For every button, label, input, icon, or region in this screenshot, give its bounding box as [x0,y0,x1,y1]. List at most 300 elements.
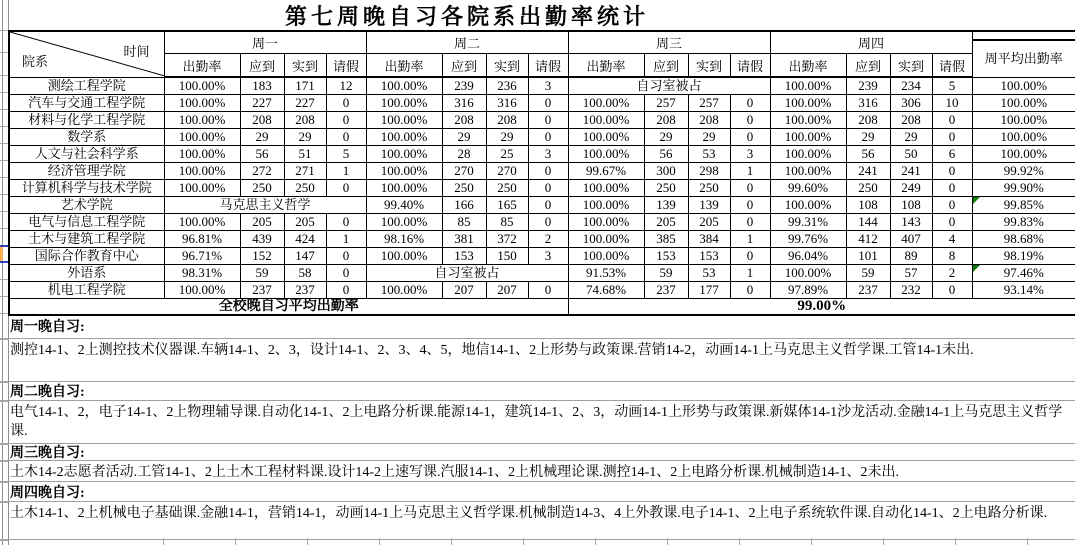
rate-cell[interactable]: 96.04% [770,248,846,265]
rate-cell[interactable]: 100.00% [770,129,846,146]
leave-cell[interactable]: 2 [932,265,972,282]
sub-header-due[interactable]: 应到 [240,54,284,78]
week-avg-cell-with-comment-indicator-icon[interactable]: 99.85% [972,197,1075,214]
actual-cell[interactable]: 29 [688,129,730,146]
rate-cell[interactable]: 100.00% [770,95,846,112]
due-cell[interactable]: 205 [644,214,688,231]
due-cell[interactable]: 29 [442,129,486,146]
day-header-tue[interactable]: 周二 [366,31,568,54]
due-cell[interactable]: 144 [846,214,890,231]
due-cell[interactable]: 108 [846,197,890,214]
strip-gridline [0,177,8,178]
due-cell[interactable]: 272 [240,163,284,180]
leave-cell[interactable]: 0 [730,248,770,265]
due-cell[interactable]: 237 [644,282,688,299]
due-cell[interactable]: 316 [442,95,486,112]
due-cell[interactable]: 316 [846,95,890,112]
due-cell[interactable]: 85 [442,214,486,231]
actual-cell[interactable]: 250 [486,180,528,197]
actual-cell[interactable]: 316 [486,95,528,112]
rate-cell[interactable]: 100.00% [770,146,846,163]
dept-cell[interactable]: 人文与社会科学系 [9,146,164,163]
due-cell[interactable]: 208 [240,112,284,129]
actual-cell[interactable]: 298 [688,163,730,180]
leave-cell[interactable]: 8 [932,248,972,265]
actual-cell[interactable]: 57 [890,265,932,282]
table-row [9,282,1075,299]
week-avg-cell[interactable]: 98.68% [972,231,1075,248]
leave-cell[interactable]: 1 [730,265,770,282]
due-cell[interactable]: 250 [846,180,890,197]
leave-cell[interactable]: 0 [730,95,770,112]
due-cell[interactable]: 183 [240,77,284,95]
actual-cell[interactable]: 270 [486,163,528,180]
page-title: 第七周晚自习各院系出勤率统计 [284,3,649,29]
note-text-mon[interactable]: 测控14-1、2上测控技术仪器课.车辆14-1、2、3，设计14-1、2、3、4、5，地信14-1、2上形势与政策课.营销14-2，动画14-1上马克思主义哲学课.工管14-1未出. [0,339,1075,382]
day-header-wed[interactable]: 周三 [568,31,770,54]
rate-cell[interactable]: 100.00% [164,95,240,112]
column-gridline-tick [811,538,812,545]
strip-gridline [0,160,8,161]
due-cell[interactable]: 152 [240,248,284,265]
leave-cell[interactable]: 5 [326,146,366,163]
merged-note-cell[interactable]: 马克思主义哲学 [164,197,366,214]
strip-gridline [0,228,8,229]
leave-cell[interactable]: 0 [932,129,972,146]
actual-cell[interactable]: 58 [284,265,326,282]
actual-cell[interactable]: 271 [284,163,326,180]
week-avg-cell[interactable]: 99.92% [972,163,1075,180]
column-gridline-tick [523,538,524,545]
actual-cell[interactable]: 29 [890,129,932,146]
leave-cell[interactable]: 5 [932,77,972,95]
leave-cell[interactable]: 0 [528,214,568,231]
rate-cell[interactable]: 100.00% [568,146,644,163]
leave-cell[interactable]: 3 [528,77,568,95]
week-avg-cell[interactable]: 99.83% [972,214,1075,231]
strip-gridline [0,279,8,280]
week-avg-cell[interactable]: 100.00% [972,146,1075,163]
leave-cell[interactable]: 10 [932,95,972,112]
actual-cell[interactable]: 237 [284,282,326,299]
actual-cell[interactable]: 205 [284,214,326,231]
leave-cell[interactable]: 4 [932,231,972,248]
sub-header-due[interactable]: 应到 [644,54,688,78]
due-cell[interactable]: 257 [644,95,688,112]
week-avg-cell[interactable]: 98.19% [972,248,1075,265]
rate-cell[interactable]: 100.00% [164,214,240,231]
attendance-table [8,30,1075,316]
leave-cell[interactable]: 0 [528,112,568,129]
rate-cell[interactable]: 100.00% [164,112,240,129]
rate-cell[interactable]: 100.00% [366,95,442,112]
actual-cell[interactable]: 177 [688,282,730,299]
rate-cell[interactable]: 100.00% [770,265,846,282]
rate-cell[interactable]: 100.00% [164,180,240,197]
rate-cell[interactable]: 99.60% [770,180,846,197]
actual-cell[interactable]: 51 [284,146,326,163]
leave-cell[interactable]: 0 [528,180,568,197]
rate-cell[interactable]: 100.00% [366,214,442,231]
strip-gridline [0,194,8,195]
leave-cell[interactable]: 0 [528,129,568,146]
rate-cell[interactable]: 74.68% [568,282,644,299]
table-row [9,95,1075,112]
dept-cell[interactable]: 艺术学院 [9,197,164,214]
selection-orange-bar [0,247,3,261]
actual-cell[interactable]: 208 [486,112,528,129]
due-cell[interactable]: 270 [442,163,486,180]
leave-cell[interactable]: 0 [326,112,366,129]
strip-gridline [0,52,8,53]
column-gridline-tick [955,538,956,545]
rate-cell[interactable]: 100.00% [568,214,644,231]
week-avg-header[interactable]: 周平均出勤率 [972,31,1075,77]
leave-cell[interactable]: 0 [730,214,770,231]
actual-cell[interactable]: 250 [688,180,730,197]
strip-gridline [0,296,8,297]
dept-cell[interactable]: 机电工程学院 [9,282,164,299]
rate-cell[interactable]: 100.00% [164,163,240,180]
due-cell[interactable]: 29 [846,129,890,146]
sub-header-actual[interactable]: 实到 [688,54,730,78]
leave-cell[interactable]: 3 [730,146,770,163]
due-cell[interactable]: 208 [442,112,486,129]
rate-cell[interactable]: 100.00% [568,180,644,197]
leave-cell[interactable]: 1 [326,231,366,248]
rate-cell[interactable]: 99.40% [366,197,442,214]
column-gridline-tick [739,538,740,545]
actual-cell[interactable]: 407 [890,231,932,248]
rate-cell[interactable]: 100.00% [568,197,644,214]
title-row [8,0,926,30]
due-cell[interactable]: 250 [240,180,284,197]
actual-cell[interactable]: 171 [284,77,326,95]
rate-cell[interactable]: 100.00% [568,248,644,265]
column-gridline-tick [235,538,236,545]
column-gridline-tick [595,538,596,545]
dept-cell[interactable]: 土木与建筑工程学院 [9,231,164,248]
actual-cell[interactable]: 50 [890,146,932,163]
due-cell[interactable]: 239 [442,77,486,95]
leave-cell[interactable]: 0 [932,282,972,299]
rate-cell[interactable]: 100.00% [366,180,442,197]
dept-cell[interactable]: 测绘工程学院 [9,77,164,95]
dept-cell[interactable]: 外语系 [9,265,164,282]
dept-cell[interactable]: 电气与信息工程学院 [9,214,164,231]
column-gridline-tick [1027,538,1028,545]
leave-cell[interactable]: 3 [528,248,568,265]
sub-header-rate[interactable]: 出勤率 [568,54,644,78]
sub-header-due[interactable]: 应到 [442,54,486,78]
leave-cell[interactable]: 2 [528,231,568,248]
actual-cell[interactable]: 372 [486,231,528,248]
dept-cell[interactable]: 经济管理学院 [9,163,164,180]
rate-cell[interactable]: 91.53% [568,265,644,282]
due-cell[interactable]: 208 [846,112,890,129]
due-cell[interactable]: 237 [846,282,890,299]
sub-header-actual[interactable]: 实到 [486,54,528,78]
due-cell[interactable]: 237 [240,282,284,299]
corner-row-label: 院系 [22,53,49,69]
sub-header-actual[interactable]: 实到 [284,54,326,78]
due-cell[interactable]: 250 [442,180,486,197]
table-row [9,231,1075,248]
week-avg-cell[interactable]: 93.14% [972,282,1075,299]
table-row [9,129,1075,146]
due-cell[interactable]: 153 [442,248,486,265]
due-cell[interactable]: 56 [644,146,688,163]
leave-cell[interactable]: 12 [326,77,366,95]
rate-cell[interactable]: 100.00% [366,163,442,180]
leave-cell[interactable]: 0 [326,180,366,197]
rate-cell[interactable]: 100.00% [568,95,644,112]
due-cell[interactable]: 59 [240,265,284,282]
sub-header-due[interactable]: 应到 [846,54,890,78]
due-cell[interactable]: 29 [240,129,284,146]
actual-cell[interactable]: 207 [486,282,528,299]
leave-cell[interactable]: 0 [528,197,568,214]
dept-cell[interactable]: 汽车与交通工程学院 [9,95,164,112]
actual-cell[interactable]: 227 [284,95,326,112]
rate-cell[interactable]: 100.00% [770,112,846,129]
sub-header-leave[interactable]: 请假 [932,54,972,78]
column-gridline-tick [379,538,380,545]
due-cell[interactable]: 59 [846,265,890,282]
leave-cell[interactable]: 0 [932,214,972,231]
actual-cell[interactable]: 249 [890,180,932,197]
sub-header-rate[interactable]: 出勤率 [770,54,846,78]
leave-cell[interactable]: 1 [730,231,770,248]
actual-cell[interactable]: 53 [688,265,730,282]
summary-label-cell[interactable]: 全校晚自习平均出勤率 [9,299,568,316]
actual-cell[interactable]: 150 [486,248,528,265]
sub-header-leave[interactable]: 请假 [528,54,568,78]
merged-note-cell[interactable]: 自习室被占 [366,265,568,282]
actual-cell[interactable]: 139 [688,197,730,214]
rate-cell[interactable]: 100.00% [164,146,240,163]
actual-cell[interactable]: 143 [890,214,932,231]
due-cell[interactable]: 153 [644,248,688,265]
due-cell[interactable]: 28 [442,146,486,163]
dept-cell[interactable]: 国际合作教育中心 [9,248,164,265]
leave-cell[interactable]: 0 [730,112,770,129]
sub-header-actual[interactable]: 实到 [890,54,932,78]
due-cell[interactable]: 439 [240,231,284,248]
actual-cell[interactable]: 165 [486,197,528,214]
rate-cell[interactable]: 100.00% [164,77,240,95]
actual-cell[interactable]: 250 [284,180,326,197]
table-row [9,265,1075,282]
day-header-thu[interactable]: 周四 [770,31,972,54]
rate-cell[interactable]: 98.16% [366,231,442,248]
column-gridline-tick [667,538,668,545]
due-cell[interactable]: 300 [644,163,688,180]
rate-cell[interactable]: 96.71% [164,248,240,265]
leave-cell[interactable]: 0 [932,163,972,180]
leave-cell[interactable]: 3 [528,146,568,163]
due-cell[interactable]: 239 [846,77,890,95]
sub-header-rate[interactable]: 出勤率 [366,54,442,78]
dept-cell[interactable]: 数学系 [9,129,164,146]
due-cell[interactable]: 241 [846,163,890,180]
table-row [9,163,1075,180]
rate-cell[interactable]: 100.00% [164,129,240,146]
week-avg-cell[interactable]: 100.00% [972,95,1075,112]
rate-cell[interactable]: 100.00% [568,231,644,248]
day-header-mon[interactable]: 周一 [164,31,366,54]
dept-cell[interactable]: 材料与化学工程学院 [9,112,164,129]
due-cell[interactable]: 29 [644,129,688,146]
rate-cell[interactable]: 100.00% [366,77,442,95]
actual-cell[interactable]: 232 [890,282,932,299]
actual-cell[interactable]: 205 [688,214,730,231]
table-row [9,197,1075,214]
due-cell[interactable]: 139 [644,197,688,214]
merged-note-cell[interactable]: 自习室被占 [568,77,770,95]
selected-cell-indicator [0,245,8,263]
leave-cell[interactable]: 0 [932,180,972,197]
strip-gridline [0,75,8,76]
actual-cell[interactable]: 29 [486,129,528,146]
leave-cell[interactable]: 0 [326,214,366,231]
due-cell[interactable]: 166 [442,197,486,214]
week-avg-cell[interactable]: 100.00% [972,77,1075,95]
rate-cell[interactable]: 100.00% [770,163,846,180]
rate-cell[interactable]: 99.67% [568,163,644,180]
column-gridline-tick [451,538,452,545]
actual-cell[interactable]: 234 [890,77,932,95]
leave-cell[interactable]: 6 [932,146,972,163]
table-body [9,77,1075,299]
rate-cell[interactable]: 100.00% [366,112,442,129]
actual-cell[interactable]: 153 [688,248,730,265]
table-row [9,214,1075,231]
actual-cell[interactable]: 89 [890,248,932,265]
corner-header-cell[interactable] [9,31,164,77]
rate-cell[interactable]: 100.00% [568,129,644,146]
rate-cell[interactable]: 100.00% [366,129,442,146]
table-row [9,248,1075,265]
actual-cell[interactable]: 257 [688,95,730,112]
leave-cell[interactable]: 0 [528,163,568,180]
leave-cell[interactable]: 0 [730,180,770,197]
actual-cell[interactable]: 29 [284,129,326,146]
actual-cell[interactable]: 208 [688,112,730,129]
leave-cell[interactable]: 0 [932,197,972,214]
due-cell[interactable]: 56 [240,146,284,163]
rate-cell[interactable]: 100.00% [568,112,644,129]
actual-cell[interactable]: 424 [284,231,326,248]
actual-cell[interactable]: 384 [688,231,730,248]
rate-cell[interactable]: 100.00% [770,197,846,214]
week-avg-cell-with-comment-indicator-icon[interactable]: 97.46% [972,265,1075,282]
strip-gridline [0,30,8,31]
rate-cell[interactable]: 98.31% [164,265,240,282]
leave-cell[interactable]: 0 [326,129,366,146]
corner-col-label: 时间 [123,44,150,59]
rate-cell[interactable]: 100.00% [366,282,442,299]
due-cell[interactable]: 59 [644,265,688,282]
leave-cell[interactable]: 0 [326,248,366,265]
due-cell[interactable]: 412 [846,231,890,248]
due-cell[interactable]: 227 [240,95,284,112]
due-cell[interactable]: 385 [644,231,688,248]
rate-cell[interactable]: 97.89% [770,282,846,299]
note-label-wed[interactable]: 周三晚自习: [0,444,1075,461]
leave-cell[interactable]: 1 [730,163,770,180]
due-cell[interactable]: 205 [240,214,284,231]
leave-cell[interactable]: 0 [326,282,366,299]
due-cell[interactable]: 56 [846,146,890,163]
rate-cell[interactable]: 100.00% [770,77,846,95]
note-text-tue[interactable]: 电气14-1、2，电子14-1、2上物理辅导课.自动化14-1、2上电路分析课.能源14-1，建筑14-1、2、3，动画14-1上形势与政策课.新媒体14-1沙龙活动.金融14-1上马克思主义哲学课. [0,401,1075,444]
table-row [9,180,1075,197]
due-cell[interactable]: 101 [846,248,890,265]
avg-header-top-border [972,39,1075,41]
leave-cell[interactable]: 0 [730,197,770,214]
actual-cell[interactable]: 108 [890,197,932,214]
note-text-wed[interactable]: 土木14-2志愿者活动.工管14-1、2上土木工程材料课.设计14-2上速写课.汽服14-1、2上机械理论课.测控14-1、2上电路分析课.机械制造14-1、2未出. [0,461,1075,482]
due-cell[interactable]: 208 [644,112,688,129]
actual-cell[interactable]: 236 [486,77,528,95]
leave-cell[interactable]: 0 [326,95,366,112]
actual-cell[interactable]: 53 [688,146,730,163]
leave-cell[interactable]: 0 [730,129,770,146]
sub-header-leave[interactable]: 请假 [730,54,770,78]
sub-header-rate[interactable]: 出勤率 [164,54,240,78]
actual-cell[interactable]: 208 [890,112,932,129]
dept-cell[interactable]: 计算机科学与技术学院 [9,180,164,197]
actual-cell[interactable]: 147 [284,248,326,265]
column-gridline-tick [163,538,164,545]
leave-cell[interactable]: 0 [326,265,366,282]
due-cell[interactable]: 207 [442,282,486,299]
week-avg-cell[interactable]: 100.00% [972,129,1075,146]
leave-cell[interactable]: 1 [326,163,366,180]
note-label-thu[interactable]: 周四晚自习: [0,482,1075,502]
actual-cell[interactable]: 25 [486,146,528,163]
due-cell[interactable]: 381 [442,231,486,248]
leave-cell[interactable]: 0 [528,95,568,112]
rate-cell[interactable]: 96.81% [164,231,240,248]
rate-cell[interactable]: 99.76% [770,231,846,248]
leave-cell[interactable]: 0 [528,282,568,299]
column-gridline-tick [883,538,884,545]
note-text-thu[interactable]: 土木14-1、2上机械电子基础课.金融14-1，营销14-1，动画14-1上马克思主义哲学课.机械制造14-3、4上外教课.电子14-1、2上电子系统软件课.自动化14-1、2上电路分析课. [0,502,1075,540]
note-label-mon[interactable]: 周一晚自习: [0,313,1075,339]
week-avg-cell[interactable]: 100.00% [972,112,1075,129]
actual-cell[interactable]: 241 [890,163,932,180]
summary-value-cell[interactable]: 99.00% [568,299,1075,316]
leave-cell[interactable]: 0 [730,282,770,299]
rate-cell[interactable]: 100.00% [164,282,240,299]
week-avg-cell[interactable]: 99.90% [972,180,1075,197]
actual-cell[interactable]: 306 [890,95,932,112]
rate-cell[interactable]: 99.31% [770,214,846,231]
table-row [9,146,1075,163]
actual-cell[interactable]: 208 [284,112,326,129]
actual-cell[interactable]: 85 [486,214,528,231]
strip-gridline [0,92,8,93]
table-row [9,112,1075,129]
rate-cell[interactable]: 100.00% [366,146,442,163]
leave-cell[interactable]: 0 [932,112,972,129]
note-label-tue[interactable]: 周二晚自习: [0,382,1075,401]
due-cell[interactable]: 250 [644,180,688,197]
sub-header-leave[interactable]: 请假 [326,54,366,78]
rate-cell[interactable]: 100.00% [366,248,442,265]
